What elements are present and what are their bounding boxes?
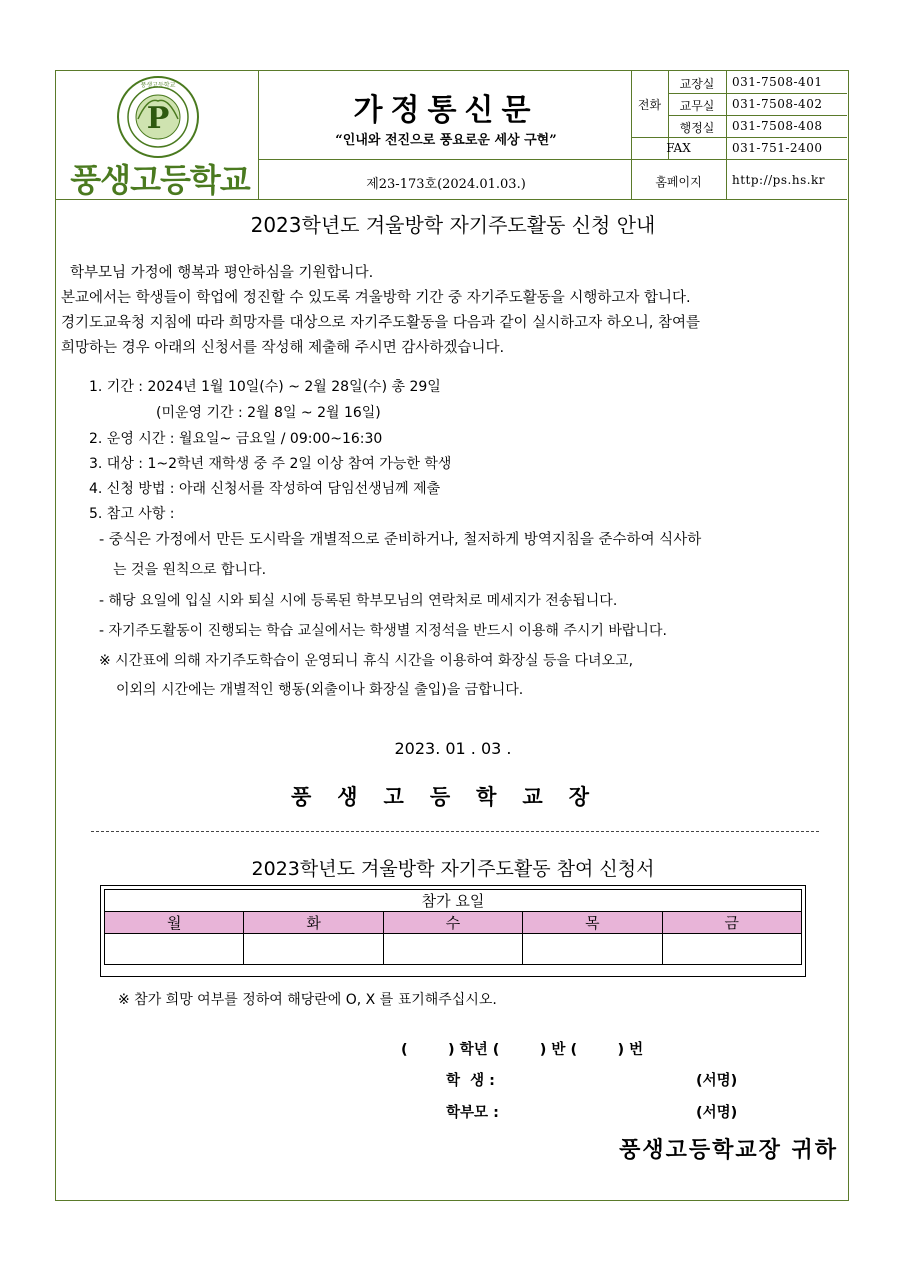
svg-text:P: P [146, 101, 170, 136]
day-cell-wed[interactable] [383, 934, 522, 965]
contact-number: 031-7508-408 [732, 119, 823, 133]
list-item: 4. 신청 방법 : 아래 신청서를 작성하여 담임선생님께 제출 [89, 481, 441, 497]
day-header: 수 [383, 912, 522, 934]
fax-label: FAX [666, 141, 691, 155]
intro-line: 경기도교육청 지침에 따라 희망자를 대상으로 자기주도활동을 다음과 같이 실시하고자 하오니, 참여를 [61, 315, 700, 331]
fax-number: 031-751-2400 [732, 141, 823, 155]
day-header: 목 [523, 912, 662, 934]
parent-label: 학부모 : [446, 1105, 499, 1121]
note-item: 는 것을 원칙으로 합니다. [113, 562, 267, 578]
day-header: 월 [105, 912, 244, 934]
list-item: 3. 대상 : 1~2학년 재학생 중 주 2일 이상 참여 가능한 학생 [89, 456, 452, 472]
day-header: 화 [244, 912, 383, 934]
contact-label: 교무실 [679, 99, 715, 113]
homepage-url[interactable]: http://ps.hs.kr [732, 173, 826, 187]
school-slogan: “인내와 전진으로 풍요로운 세상 구현” [335, 133, 557, 148]
school-emblem-icon [116, 75, 200, 159]
contact-number: 031-7508-402 [732, 97, 823, 111]
grade-class-number-field[interactable]: ( ) 학년 ( ) 반 ( ) 번 [401, 1042, 644, 1058]
day-cell-thu[interactable] [523, 934, 662, 965]
student-sign[interactable]: (서명) [696, 1073, 738, 1089]
issue-date: 2023. 01 . 03 . [394, 739, 512, 758]
list-item: 1. 기간 : 2024년 1월 10일(수) ~ 2월 28일(수) 총 29일 [89, 379, 441, 395]
newsletter-title: 가정통신문 [353, 93, 539, 128]
greeting: 학부모님 가정에 행복과 평안하심을 기원합니다. [70, 265, 374, 281]
contact-number: 031-7508-401 [732, 75, 823, 89]
contact-label: 교장실 [679, 77, 715, 91]
newsletter-frame [55, 70, 849, 1201]
day-table-header: 참가 요일 [105, 890, 802, 912]
parent-sign[interactable]: (서명) [696, 1105, 738, 1121]
intro-line: 희망하는 경우 아래의 신청서를 작성해 제출해 주시면 감사하겠습니다. [61, 340, 505, 356]
principal-signature: 풍생고등학교장 [290, 784, 615, 809]
list-item: (미운영 기간 : 2월 8일 ~ 2월 16일) [156, 405, 381, 421]
list-item: 5. 참고 사항 : [89, 506, 175, 522]
day-header: 금 [662, 912, 801, 934]
notice-title: 2023학년도 겨울방학 자기주도활동 신청 안내 [250, 213, 656, 237]
contact-label: 행정실 [679, 121, 715, 135]
note-item: 이외의 시간에는 개별적인 행동(외출이나 화장실 출입)을 금합니다. [116, 682, 524, 698]
day-cell-tue[interactable] [244, 934, 383, 965]
form-title: 2023학년도 겨울방학 자기주도활동 참여 신청서 [251, 858, 655, 880]
addressee: 풍생고등학교장 귀하 [619, 1137, 838, 1163]
note-item: - 자기주도활동이 진행되는 학습 교실에서는 학생별 지정석을 반드시 이용해 주시기 바랍니다. [99, 623, 667, 639]
homepage-label: 홈페이지 [655, 175, 702, 189]
note-item: - 해당 요일에 입실 시와 퇴실 시에 등록된 학부모님의 연락처로 메세지가 전송됩니다. [99, 593, 618, 609]
cut-line [91, 831, 819, 832]
letterhead [56, 71, 847, 200]
school-name: 풍생고등학교 [70, 161, 250, 199]
svg-text:풍생고등학교: 풍생고등학교 [140, 82, 176, 89]
intro-line: 본교에서는 학생들이 학업에 정진할 수 있도록 겨울방학 기간 중 자기주도활동을 시행하고자 합니다. [61, 290, 691, 306]
student-label: 학 생 : [446, 1073, 495, 1089]
issue-number: 제23-173호(2024.01.03.) [366, 177, 526, 192]
phone-label: 전화 [637, 98, 662, 112]
note-item: ※ 시간표에 의해 자기주도학습이 운영되니 휴식 시간을 이용하여 화장실 등을 다녀오고, [99, 653, 634, 669]
form-instruction: ※ 참가 희망 여부를 정하여 해당란에 O, X 를 표기해주십시오. [118, 992, 497, 1008]
day-table [104, 889, 802, 965]
list-item: 2. 운영 시간 : 월요일~ 금요일 / 09:00~16:30 [89, 431, 383, 447]
day-cell-mon[interactable] [105, 934, 244, 965]
day-cell-fri[interactable] [662, 934, 801, 965]
note-item: - 중식은 가정에서 만든 도시락을 개별적으로 준비하거나, 철저하게 방역지침을 준수하여 식사하 [99, 532, 702, 548]
